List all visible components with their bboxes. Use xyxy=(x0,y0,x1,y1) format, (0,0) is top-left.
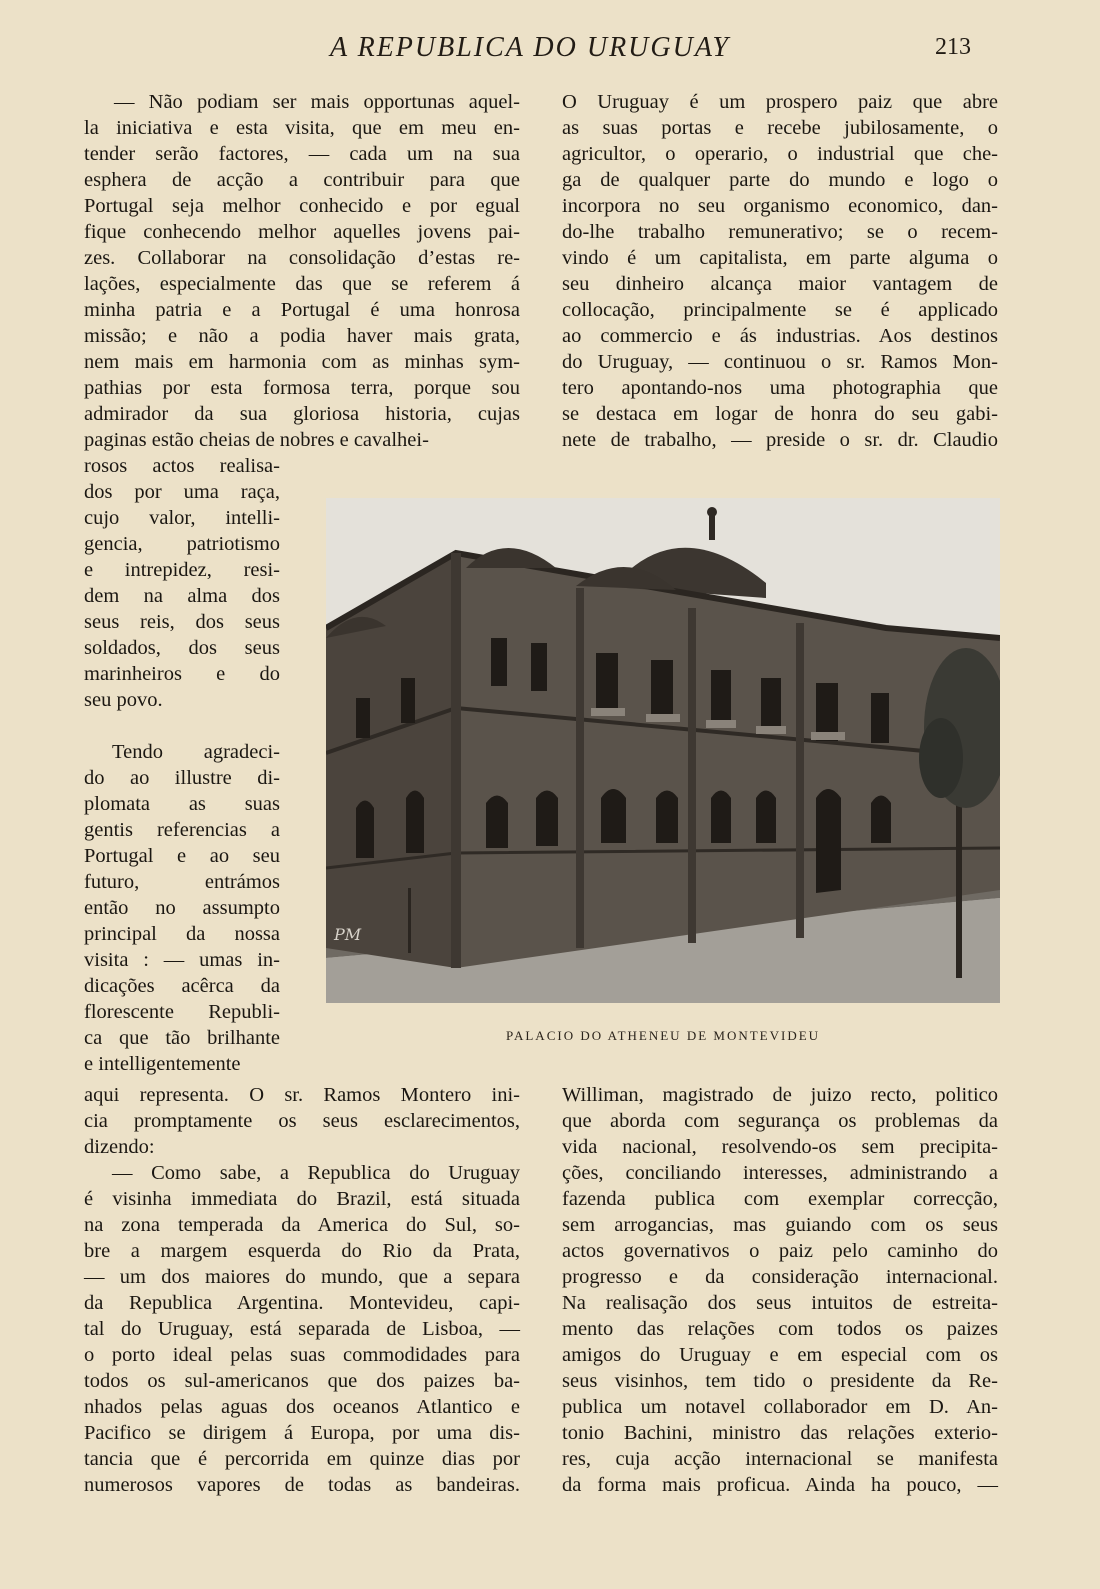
text-line: publica um notavel collaborador em D. An- xyxy=(562,1396,998,1418)
text-line: gentis referencias a xyxy=(84,819,280,841)
text-line: fique conhecendo melhor aquelles jovens pai- xyxy=(84,221,520,243)
text-line: do-lhe trabalho remunerativo; se o recem- xyxy=(562,221,998,243)
text-line: tonio Bachini, ministro das relações exterio- xyxy=(562,1422,998,1444)
text-line: nete de trabalho, — preside o sr. dr. Claudio xyxy=(562,429,998,451)
text-line: res, cuja acção internacional se manifesta xyxy=(562,1448,998,1470)
text-line: ga de qualquer parte do mundo e logo o xyxy=(562,169,998,191)
text-line: o porto ideal pelas suas commodidades para xyxy=(84,1344,520,1366)
text-line: vida nacional, resolvendo-os sem precipita- xyxy=(562,1136,998,1158)
text-line: collocação, principalmente se é applicado xyxy=(562,299,998,321)
text-line: lações, especialmente das que se referem á xyxy=(84,273,520,295)
text-line: futuro, entrámos xyxy=(84,871,280,893)
text-line: seus reis, dos seus xyxy=(84,611,280,633)
text-line: la iniciativa e esta visita, que em meu en- xyxy=(84,117,520,139)
text-line: visita : — umas in- xyxy=(84,949,280,971)
text-line: as suas portas e recebe jubilosamente, o xyxy=(562,117,998,139)
text-line: dicações acêrca da xyxy=(84,975,280,997)
text-line: mento das relações com todos os paizes xyxy=(562,1318,998,1340)
figure-caption: PALACIO DO ATHENEU DE MONTEVIDEU xyxy=(505,1028,821,1043)
text-line: incorpora no seu organismo economico, dan- xyxy=(562,195,998,217)
text-line: actos governativos o paiz pelo caminho do xyxy=(562,1240,998,1262)
text-line: da forma mais proficua. Ainda ha pouco, — xyxy=(562,1474,998,1496)
text-line: vindo é um capitalista, em parte alguma o xyxy=(562,247,998,269)
text-line: então no assumpto xyxy=(84,897,280,919)
text-line: da Republica Argentina. Montevideu, capi- xyxy=(84,1292,520,1314)
text-line: gencia, patriotismo xyxy=(84,533,280,555)
text-line: ao commercio e ás industrias. Aos destinos xyxy=(562,325,998,347)
text-line: nhados pelas aguas dos oceanos Atlantico e xyxy=(84,1396,520,1418)
text-line: principal da nossa xyxy=(84,923,280,945)
text-line: progresso e da consideração internacional. xyxy=(562,1266,998,1288)
text-line: rosos actos realisa- xyxy=(84,455,280,477)
text-line: florescente Republi- xyxy=(84,1001,280,1023)
text-line: Tendo agradeci- xyxy=(112,741,280,763)
text-line: soldados, dos seus xyxy=(84,637,280,659)
text-line: paginas estão cheias de nobres e cavalhei- xyxy=(84,429,429,451)
text-line: do Uruguay, — continuou o sr. Ramos Mon- xyxy=(562,351,998,373)
text-line: — Não podiam ser mais opportunas aquel- xyxy=(114,91,520,113)
text-line: Williman, magistrado de juizo recto, politico xyxy=(562,1084,998,1106)
text-line: tancia que é percorrida em quinze dias por xyxy=(84,1448,520,1470)
building-photograph xyxy=(326,498,1000,1003)
text-line: Portugal seja melhor conhecido e por egual xyxy=(84,195,520,217)
text-line: esphera de acção a contribuir para que xyxy=(84,169,520,191)
text-line: admirador da sua gloriosa historia, cujas xyxy=(84,403,520,425)
page-number: 213 xyxy=(935,34,971,60)
text-line: cujo valor, intelli- xyxy=(84,507,280,529)
running-title: A REPUBLICA DO URUGUAY xyxy=(330,32,730,63)
text-line: pathias por esta formosa terra, porque sou xyxy=(84,377,520,399)
text-line: e intrepidez, resi- xyxy=(84,559,280,581)
text-line: tal do Uruguay, está separada de Lisboa, — xyxy=(84,1318,520,1340)
text-line: zes. Collaborar na consolidação d’estas re- xyxy=(84,247,520,269)
text-line: Pacifico se dirigem á Europa, por uma dis- xyxy=(84,1422,520,1444)
text-line: dizendo: xyxy=(84,1136,155,1158)
text-line: ções, conciliando interesses, administrando a xyxy=(562,1162,998,1184)
text-line: todos os sul-americanos que dos paizes ba- xyxy=(84,1370,520,1392)
text-line: nem mais em harmonia com as minhas sym- xyxy=(84,351,520,373)
text-line: numerosos vapores de todas as bandeiras. xyxy=(84,1474,520,1496)
palace-illustration xyxy=(326,498,1000,1003)
text-line: Na realisação dos seus intuitos de estreita- xyxy=(562,1292,998,1314)
text-line: agricultor, o operario, o industrial que che- xyxy=(562,143,998,165)
text-line: dem na alma dos xyxy=(84,585,280,607)
text-line: tero apontando-nos uma photographia que xyxy=(562,377,998,399)
running-head xyxy=(0,32,1100,72)
text-line: minha patria e a Portugal é uma honrosa xyxy=(84,299,520,321)
photo-signature: PM xyxy=(334,925,362,944)
text-line: — um dos maiores do mundo, que a separa xyxy=(84,1266,520,1288)
text-line: seus visinhos, tem tido o presidente da Re- xyxy=(562,1370,998,1392)
text-line: e intelligentemente xyxy=(84,1053,241,1075)
text-line: amigos do Uruguay e em especial com os xyxy=(562,1344,998,1366)
text-line: fazenda publica com exemplar correcção, xyxy=(562,1188,998,1210)
text-line: na zona temperada da America do Sul, so- xyxy=(84,1214,520,1236)
text-line: seu dinheiro alcança maior vantagem de xyxy=(562,273,998,295)
text-line: ca que tão brilhante xyxy=(84,1027,280,1049)
text-line: missão; e não a podia haver mais grata, xyxy=(84,325,520,347)
text-line: é visinha immediata do Brazil, está situada xyxy=(84,1188,520,1210)
text-line: sem arrogancias, mas guiando com os seus xyxy=(562,1214,998,1236)
text-line: se destaca em logar de honra do seu gabi- xyxy=(562,403,998,425)
text-line: que aborda com segurança os problemas da xyxy=(562,1110,998,1132)
text-line: marinheiros e do xyxy=(84,663,280,685)
text-line: — Como sabe, a Republica do Uruguay xyxy=(112,1162,520,1184)
text-line: cia promptamente os seus esclarecimentos, xyxy=(84,1110,520,1132)
text-line: aqui representa. O sr. Ramos Montero ini- xyxy=(84,1084,520,1106)
text-line: plomata as suas xyxy=(84,793,280,815)
text-line: bre a margem esquerda do Rio da Prata, xyxy=(84,1240,520,1262)
text-line: Portugal e ao seu xyxy=(84,845,280,867)
text-line: dos por uma raça, xyxy=(84,481,280,503)
text-line: do ao illustre di- xyxy=(84,767,280,789)
text-line: O Uruguay é um prospero paiz que abre xyxy=(562,91,998,113)
text-line: tender serão factores, — cada um na sua xyxy=(84,143,520,165)
text-line: seu povo. xyxy=(84,689,163,711)
